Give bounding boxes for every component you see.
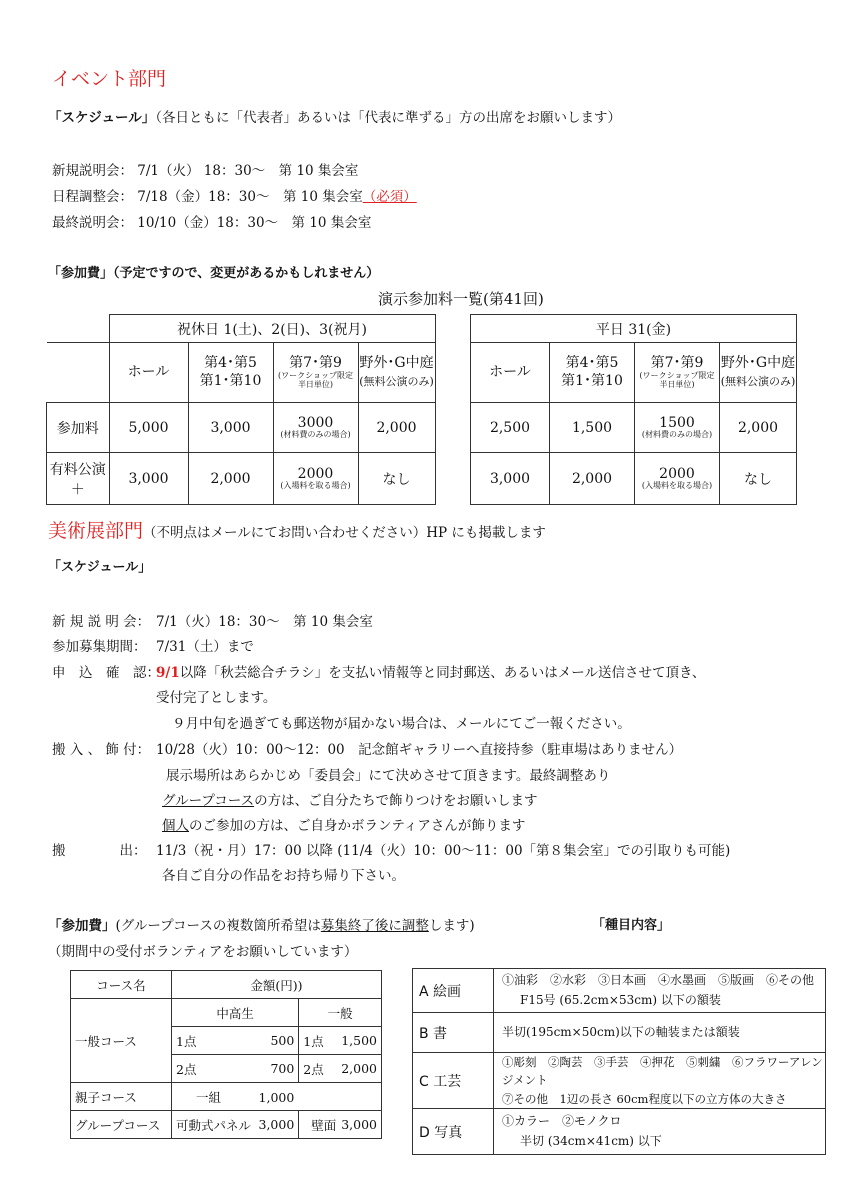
holiday-fee-table <box>46 314 436 505</box>
art-confirm-row: 申 込 確 認：9/1以降「秋芸総合チラシ」を支払い情報等と同封郵送、あるいはメール送信させて頂き、 <box>52 665 706 681</box>
col-room-7-9: 第7･第9 (ワークショップ限定 半日単位) <box>273 343 358 403</box>
event-line-3: 最終説明会： 10/10（金）18：30～ 第 10 集会室 <box>52 215 372 231</box>
fee-table-title: 演示参加料一覧(第41回) <box>378 290 544 308</box>
row-label-paid: 有料公演＋ <box>47 453 110 505</box>
art-out-line2: 各自ご自分の作品をお持ち帰り下さい。 <box>162 868 405 884</box>
art-heading-note: （不明点はメールにてお問い合わせください）HP にも掲載します <box>143 525 546 541</box>
art-row-2: 参加募集期間： 7/31（土）まで <box>52 639 254 655</box>
art-group-line: グループコースの方は、ご自分たちで飾りつけをお願いします <box>162 793 538 809</box>
event-line-2 <box>52 185 417 205</box>
event-line-1: 新規説明会： 7/1（火） 18：30～ 第 10 集会室 <box>52 163 359 179</box>
col-hall: ホール <box>109 343 188 403</box>
event-schedule-note: （各日ともに「代表者」あるいは「代表に準ずる」方の出席をお願いします） <box>155 110 621 126</box>
cell: 3,000 <box>256 1111 299 1139</box>
holiday-header: 祝休日 1(土)、2(日)、3(祝月) <box>109 315 435 343</box>
art-confirm-line2: 受付完了とします。 <box>156 690 277 706</box>
col-room-7-9: 第7･第9 (ワークショップ限定 半日単位) <box>635 343 720 403</box>
cell: 1点 <box>299 1027 339 1055</box>
cell: 1,500 <box>339 1027 382 1055</box>
art-out-row: 搬 出： 11/3（祝・月）17：00 以降 (11/4（火）10：00～11：00「第８集会室」での引取りも可能) <box>52 843 731 859</box>
confirm-date: 9/1 <box>156 665 180 681</box>
art-carry-row: 搬 入 、 飾 付： 10/28（火）10：00～12：00 記念館ギャラリーへ直接持参（駐車場はありません） <box>52 742 683 758</box>
cell: 2000 (入場料を取る場合) <box>635 453 720 505</box>
course-parent: 親子コース <box>71 1083 172 1111</box>
cat-desc: 半切(195cm×50cm)以下の軸装または額装 <box>494 1013 826 1053</box>
cat-key: B 書 <box>413 1013 494 1053</box>
cell: なし <box>358 453 435 505</box>
category-label: 「種目内容」 <box>592 918 671 933</box>
h-course: コース名 <box>71 971 172 999</box>
row-label-fee: 参加料 <box>47 403 110 453</box>
cat-key: D 写真 <box>413 1109 494 1155</box>
cell: 2,000 <box>339 1055 382 1083</box>
cell: 3,000 <box>471 453 550 505</box>
col-room-4-5: 第4･第5 第1･第10 <box>188 343 273 403</box>
course-price-table <box>70 970 382 1139</box>
cell: 2,000 <box>720 403 797 453</box>
art-heading: 美術展部門 <box>48 520 144 542</box>
h-amount: 金額(円)) <box>172 971 382 999</box>
event-fee-line <box>48 262 379 281</box>
cat-key: C 工芸 <box>413 1053 494 1109</box>
col-room-4-5: 第4･第5 第1･第10 <box>550 343 635 403</box>
art-schedule-label: 「スケジュール」 <box>48 560 152 575</box>
weekday-header: 平日 31(金) <box>471 315 797 343</box>
cell: 500 <box>256 1027 299 1055</box>
cat-desc: ①油彩 ②水彩 ③日本画 ④水墨画 ⑤版画 ⑥その他 F15号 (65.2cm×53cm) 以下の額装 <box>494 969 826 1013</box>
col-outdoor: 野外･G中庭 (無料公演のみ) <box>720 343 797 403</box>
event-fee-note: （予定ですので、変更があるかもしれません） <box>113 266 380 281</box>
cell: 可動式パネル <box>172 1111 256 1139</box>
cell: なし <box>720 453 797 505</box>
cell: 2,500 <box>471 403 550 453</box>
event-fee-label: 「参加費」 <box>48 266 114 281</box>
cell: 2,000 <box>358 403 435 453</box>
cell: 1点 <box>172 1027 256 1055</box>
event-schedule-label: 「スケジュール」 <box>48 110 156 126</box>
art-fee-line: 「参加費」(グループコースの複数箇所希望は募集終了後に調整します) <box>48 918 475 934</box>
category-table <box>412 968 826 1155</box>
cell: 5,000 <box>109 403 188 453</box>
cell: 2,000 <box>550 453 635 505</box>
col-hall: ホール <box>471 343 550 403</box>
event-heading: イベント部門 <box>52 68 167 90</box>
cell: 700 <box>256 1055 299 1083</box>
art-indiv-line: 個人のご参加の方は、ご自身かボランティアさんが飾ります <box>162 818 526 834</box>
parent-price: 一組 1,000 <box>172 1083 382 1111</box>
cell: 2点 <box>172 1055 256 1083</box>
cell: 壁面 <box>299 1111 339 1139</box>
course-general: 一般コース <box>71 999 172 1083</box>
cell: 2000 (入場料を取る場合) <box>273 453 358 505</box>
art-carry-line2: 展示場所はあらかじめ「委員会」にて決めさせて頂きます。最終調整あり <box>166 768 611 784</box>
h-highschool: 中高生 <box>172 999 299 1027</box>
course-group: グループコース <box>71 1111 172 1139</box>
event-line-2-text: 日程調整会： 7/18（金）18：30～ 第 10 集会室 <box>52 189 363 205</box>
cell: 3000 (材料費のみの場合) <box>273 403 358 453</box>
cell: 3,000 <box>188 403 273 453</box>
required-badge: （必須） <box>362 189 417 205</box>
cell: 1,500 <box>550 403 635 453</box>
cell: 1500 (材料費のみの場合) <box>635 403 720 453</box>
event-schedule-line <box>48 106 621 126</box>
art-heading-line <box>48 516 546 543</box>
cell: 3,000 <box>109 453 188 505</box>
cat-desc: ①彫刻 ②陶芸 ③手芸 ④押花 ⑤刺繍 ⑥フラワーアレンジメント ⑦その他 1辺の長さ 60cm程度以下の立方体の大きさ <box>494 1053 826 1109</box>
cat-desc: ①カラー ②モノクロ 半切 (34cm×41cm) 以下 <box>494 1109 826 1155</box>
cell: 2,000 <box>188 453 273 505</box>
cat-key: A 絵画 <box>413 969 494 1013</box>
art-confirm-line3: ９月中旬を過ぎても郵送物が届かない場合は、メールにてご一報ください。 <box>172 716 631 732</box>
weekday-fee-table <box>470 314 797 505</box>
cell: 2点 <box>299 1055 339 1083</box>
col-outdoor: 野外･G中庭 (無料公演のみ) <box>358 343 435 403</box>
cell: 3,000 <box>339 1111 382 1139</box>
art-row-1: 新 規 説 明 会： 7/1（火）18：30～ 第 10 集会室 <box>52 614 373 630</box>
art-fee-sub: （期間中の受付ボランティアをお願いしています） <box>48 944 358 960</box>
h-general: 一般 <box>299 999 382 1027</box>
